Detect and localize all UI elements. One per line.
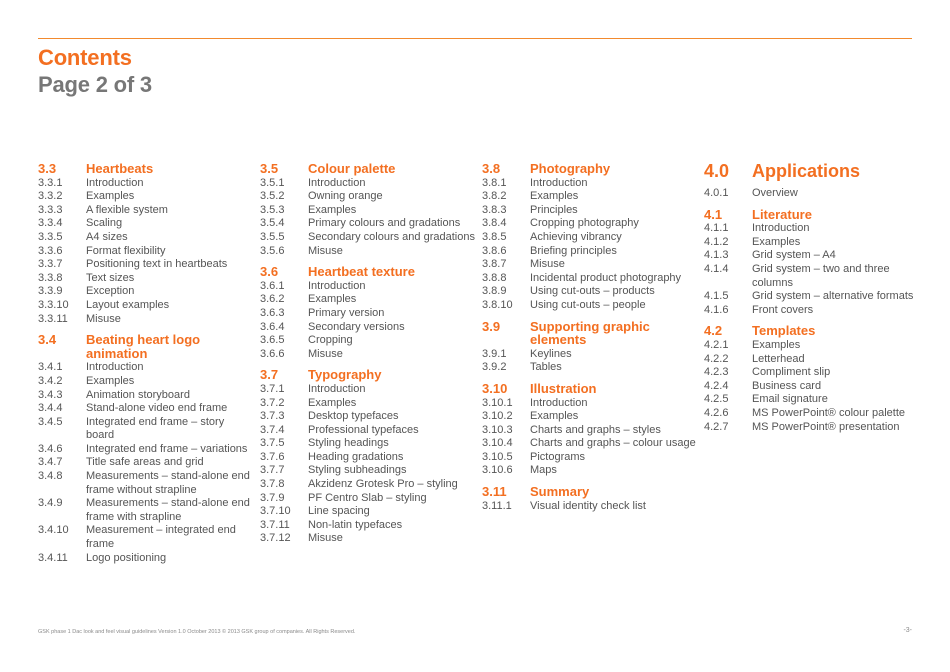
entry-title: Measurement – integrated end frame — [86, 524, 236, 551]
section-title: Typography — [308, 367, 382, 383]
toc-entry[interactable] — [482, 410, 697, 424]
toc-entry[interactable] — [482, 258, 697, 272]
section-title: Literature — [752, 206, 812, 222]
entry-title: Primary version — [308, 306, 385, 319]
section-number: 4.0 — [704, 161, 730, 181]
toc-entry[interactable] — [38, 231, 253, 245]
entry-title: Professional typefaces — [308, 423, 419, 436]
entry-number: 4.1.5 — [704, 290, 729, 303]
entry-title: Examples — [308, 293, 357, 306]
entry-title: Grid system – alternative formats — [752, 290, 914, 303]
toc-entry[interactable] — [704, 249, 919, 263]
entry-number: 3.3.9 — [38, 285, 63, 298]
entry-number: 3.6.5 — [260, 334, 285, 347]
entry-title: Logo positioning — [86, 551, 167, 564]
entry-title: Owning orange — [308, 190, 383, 203]
toc-entry[interactable] — [482, 231, 697, 245]
entry-number: 4.1.3 — [704, 249, 729, 262]
entry-number: 3.10.6 — [482, 464, 513, 477]
entry-title: Measurements – stand-alone end frame without strapline — [86, 470, 250, 496]
entry-number: 3.4.9 — [38, 497, 63, 510]
toc-entry[interactable] — [260, 307, 475, 321]
entry-title: Visual identity check list — [530, 499, 646, 512]
toc-section — [38, 162, 253, 326]
toc-entry[interactable] — [38, 375, 253, 389]
entry-title: Secondary colours and gradations — [308, 230, 475, 243]
section-number: 3.5 — [260, 161, 279, 176]
section-number: 3.8 — [482, 161, 501, 176]
entry-number: 3.10.3 — [482, 423, 513, 436]
entry-number: 3.3.3 — [38, 203, 63, 216]
entry-title: Layout examples — [86, 298, 170, 311]
toc-entry[interactable] — [482, 437, 697, 451]
entry-number: 3.4.5 — [38, 415, 63, 428]
entry-number: 3.8.7 — [482, 258, 507, 271]
entry-number: 3.4.6 — [38, 442, 63, 455]
toc-entry[interactable] — [38, 313, 253, 327]
entry-title: Charts and graphs – styles — [530, 423, 661, 436]
entry-title: Integrated end frame – story board — [86, 415, 225, 442]
entry-number: 3.4.11 — [38, 551, 68, 564]
entry-title: Introduction — [308, 382, 366, 395]
entry-title: Introduction — [530, 176, 588, 189]
entry-title: Scaling — [86, 217, 123, 230]
entry-number: 3.5.4 — [260, 217, 285, 230]
entry-title: Exception — [86, 285, 135, 298]
entry-title: MS PowerPoint® colour palette — [752, 406, 906, 419]
entry-title: Misuse — [530, 258, 565, 271]
toc-column-4 — [704, 162, 919, 441]
entry-title: Letterhead — [752, 352, 805, 365]
entry-title: Pictograms — [530, 450, 586, 463]
toc-entry[interactable] — [38, 299, 253, 313]
entry-number: 4.2.7 — [704, 420, 729, 433]
entry-title: Styling subheadings — [308, 464, 407, 477]
page-number: -3- — [903, 627, 912, 634]
entry-title: Using cut-outs – people — [530, 298, 646, 311]
entry-title: Animation storyboard — [86, 388, 190, 401]
entry-title: Introduction — [308, 176, 366, 189]
toc-entry[interactable] — [704, 222, 919, 236]
toc-entry[interactable] — [482, 217, 697, 231]
entry-title: Principles — [530, 203, 578, 216]
entry-number: 3.8.9 — [482, 285, 507, 298]
toc-entry[interactable] — [38, 190, 253, 204]
page-subtitle: Page 2 of 3 — [38, 72, 152, 97]
toc-entry[interactable] — [704, 353, 919, 367]
toc-entry[interactable] — [38, 177, 253, 191]
entry-title: Examples — [308, 203, 357, 216]
section-heading[interactable] — [482, 320, 697, 347]
footer-text: GSK phase 1 Dac look and feel visual guidelines Version 1.0 October 2013 © 2013 GSK group of companies. All Rights Reserved. — [38, 629, 356, 635]
toc-entry[interactable] — [38, 456, 253, 470]
toc-entry[interactable] — [260, 217, 475, 231]
toc-entry[interactable] — [704, 380, 919, 394]
toc-section — [38, 333, 253, 565]
toc-entry[interactable] — [482, 204, 697, 218]
entry-number: 3.8.3 — [482, 203, 507, 216]
toc-entry[interactable] — [482, 397, 697, 411]
toc-entry[interactable] — [704, 187, 919, 201]
entry-number: 4.2.4 — [704, 379, 729, 392]
entry-number: 3.4.10 — [38, 524, 69, 537]
entry-title: A4 sizes — [86, 230, 128, 243]
entry-number: 3.8.1 — [482, 176, 507, 189]
section-number: 4.2 — [704, 323, 723, 339]
entry-number: 3.8.2 — [482, 190, 507, 203]
toc-entry[interactable] — [260, 293, 475, 307]
entry-title: A flexible system — [86, 203, 168, 216]
entry-number: 3.8.10 — [482, 298, 513, 311]
toc-section — [482, 320, 697, 375]
toc-entry[interactable] — [704, 304, 919, 318]
section-title: Summary — [530, 484, 590, 500]
toc-entry[interactable] — [38, 361, 253, 375]
entry-number: 3.7.12 — [260, 532, 291, 545]
toc-section — [482, 162, 697, 313]
entry-number: 3.7.10 — [260, 505, 291, 518]
toc-entry[interactable] — [260, 177, 475, 191]
toc-entry[interactable] — [704, 407, 919, 421]
entry-number: 3.5.5 — [260, 230, 285, 243]
toc-entry[interactable] — [482, 272, 697, 286]
entry-number: 4.1.1 — [704, 222, 729, 235]
entry-title: Styling headings — [308, 437, 389, 450]
toc-entry[interactable] — [38, 285, 253, 299]
entry-title: Front covers — [752, 303, 814, 316]
entry-number: 3.3.2 — [38, 190, 63, 203]
section-number: 3.6 — [260, 264, 279, 280]
toc-entry[interactable] — [704, 393, 919, 407]
entry-number: 4.2.2 — [704, 352, 729, 365]
section-title: Heartbeat texture — [308, 264, 415, 280]
entry-number: 3.10.4 — [482, 437, 513, 450]
entry-number: 3.4.1 — [38, 361, 63, 374]
entry-title: Introduction — [530, 396, 588, 409]
toc-entry[interactable] — [38, 470, 253, 497]
toc-entry[interactable] — [260, 231, 475, 245]
section-heading[interactable] — [260, 265, 475, 279]
entry-number: 3.10.5 — [482, 450, 513, 463]
toc-entry[interactable] — [260, 478, 475, 492]
section-heading[interactable] — [482, 485, 697, 499]
section-title: Illustration — [530, 380, 597, 396]
toc-section — [260, 162, 475, 258]
toc-entry[interactable] — [38, 416, 253, 443]
toc-entry[interactable] — [38, 272, 253, 286]
toc-section — [704, 324, 919, 434]
section-heading[interactable] — [260, 162, 475, 176]
entry-number: 3.3.11 — [38, 312, 68, 325]
toc-entry[interactable] — [260, 451, 475, 465]
entry-number: 3.8.8 — [482, 271, 507, 284]
entry-title: Examples — [308, 396, 357, 409]
entry-title: Grid system – two and three columns — [752, 262, 890, 289]
entry-number: 3.4.7 — [38, 456, 63, 469]
entry-number: 3.7.6 — [260, 450, 285, 463]
section-title: Colour palette — [308, 161, 396, 176]
toc-entry[interactable] — [38, 402, 253, 416]
entry-title: Grid system – A4 — [752, 249, 836, 262]
section-heading[interactable] — [482, 162, 697, 176]
toc-entry[interactable] — [704, 290, 919, 304]
toc-section — [482, 382, 697, 478]
entry-number: 3.7.7 — [260, 464, 285, 477]
entry-number: 3.3.1 — [38, 176, 63, 189]
entry-title: Measurements – stand-alone end frame with strapline — [86, 497, 250, 523]
toc-entry[interactable] — [482, 451, 697, 465]
section-heading[interactable] — [704, 162, 919, 180]
toc-entry[interactable] — [482, 500, 697, 514]
entry-title: Misuse — [308, 532, 343, 545]
entry-title: Achieving vibrancy — [530, 230, 622, 243]
entry-title: Text sizes — [86, 271, 135, 284]
toc-entry[interactable] — [482, 285, 697, 299]
section-title: Photography — [530, 161, 611, 176]
toc-entry[interactable] — [260, 505, 475, 519]
toc-entry[interactable] — [482, 464, 697, 478]
entry-number: 3.10.1 — [482, 396, 513, 409]
entry-title: Incidental product photography — [530, 271, 682, 284]
entry-title: Stand-alone video end frame — [86, 402, 228, 415]
entry-title: Charts and graphs – colour usage — [530, 437, 696, 450]
section-heading[interactable] — [704, 208, 919, 222]
entry-title: Examples — [86, 190, 135, 203]
page-title: Contents — [38, 45, 132, 70]
entry-title: Compliment slip — [752, 366, 831, 379]
entry-title: PF Centro Slab – styling — [308, 491, 427, 504]
entry-title: Cropping — [308, 334, 353, 347]
toc-entry[interactable] — [260, 190, 475, 204]
toc-entry[interactable] — [260, 383, 475, 397]
entry-number: 3.3.5 — [38, 230, 63, 243]
toc-entry[interactable] — [260, 424, 475, 438]
toc-column-1 — [38, 162, 253, 572]
entry-title: Heading gradations — [308, 450, 404, 463]
entry-number: 3.6.4 — [260, 320, 285, 333]
entry-number: 3.4.4 — [38, 402, 63, 415]
toc-entry[interactable] — [704, 366, 919, 380]
entry-title: Akzidenz Grotesk Pro – styling — [308, 478, 458, 491]
toc-entry[interactable] — [260, 348, 475, 362]
entry-title: Integrated end frame – variations — [86, 442, 248, 455]
toc-entry[interactable] — [38, 552, 253, 566]
entry-title: Briefing principles — [530, 244, 617, 257]
entry-number: 4.1.4 — [704, 262, 729, 275]
entry-number: 3.5.2 — [260, 190, 285, 203]
toc-entry[interactable] — [38, 217, 253, 231]
entry-title: Using cut-outs – products — [530, 285, 655, 298]
section-number: 3.10 — [482, 380, 508, 396]
toc-entry[interactable] — [260, 245, 475, 259]
entry-number: 3.4.2 — [38, 374, 63, 387]
entry-number: 3.7.2 — [260, 396, 285, 409]
entry-number: 3.3.4 — [38, 217, 63, 230]
entry-title: Business card — [752, 379, 822, 392]
toc-entry[interactable] — [260, 204, 475, 218]
entry-number: 3.6.1 — [260, 279, 285, 292]
toc-entry[interactable] — [482, 245, 697, 259]
toc-entry[interactable] — [38, 524, 253, 551]
toc-entry[interactable] — [260, 464, 475, 478]
section-number: 4.1 — [704, 206, 723, 222]
entry-title: Introduction — [86, 176, 144, 189]
entry-title: Cropping photography — [530, 217, 639, 230]
entry-title: Examples — [752, 338, 801, 351]
entry-title: Tables — [530, 361, 562, 374]
entry-number: 3.3.8 — [38, 271, 63, 284]
entry-number: 3.8.6 — [482, 244, 507, 257]
entry-title: Email signature — [752, 393, 828, 406]
entry-title: Introduction — [752, 222, 810, 235]
toc-entry[interactable] — [38, 443, 253, 457]
entry-title: MS PowerPoint® presentation — [752, 420, 900, 433]
entry-number: 3.8.5 — [482, 230, 507, 243]
toc-entry[interactable] — [260, 397, 475, 411]
section-number: 3.4 — [38, 332, 57, 348]
entry-number: 3.10.2 — [482, 410, 513, 423]
toc-entry[interactable] — [260, 410, 475, 424]
toc-entry[interactable] — [38, 497, 253, 524]
entry-number: 4.1.6 — [704, 303, 729, 316]
entry-number: 3.7.5 — [260, 437, 285, 450]
entry-title: Examples — [530, 190, 579, 203]
toc-entry[interactable] — [482, 190, 697, 204]
entry-number: 4.2.1 — [704, 338, 729, 351]
toc-entry[interactable] — [704, 421, 919, 435]
section-number: 3.7 — [260, 367, 279, 383]
entry-number: 3.5.6 — [260, 244, 285, 257]
toc-section — [260, 368, 475, 546]
entry-number: 3.4.3 — [38, 388, 63, 401]
entry-number: 3.11.1 — [482, 499, 512, 512]
entry-title: Secondary versions — [308, 320, 405, 333]
section-number: 3.9 — [482, 318, 501, 334]
entry-number: 3.9.1 — [482, 347, 507, 360]
entry-title: Examples — [752, 235, 801, 248]
section-title: Heartbeats — [86, 161, 154, 176]
entry-title: Misuse — [86, 312, 121, 325]
entry-title: Non-latin typefaces — [308, 518, 403, 531]
toc-entry[interactable] — [482, 424, 697, 438]
entry-title: Primary colours and gradations — [308, 217, 461, 230]
entry-title: Overview — [752, 187, 798, 199]
toc-entry[interactable] — [260, 492, 475, 506]
toc-entry[interactable] — [260, 334, 475, 348]
entry-title: Misuse — [308, 244, 343, 257]
entry-number: 3.6.6 — [260, 347, 285, 360]
section-title: Applications — [752, 161, 861, 181]
entry-number: 3.7.4 — [260, 423, 285, 436]
toc-column-2 — [260, 162, 475, 553]
toc-entry[interactable] — [704, 236, 919, 250]
entry-title: Examples — [86, 374, 135, 387]
toc-entry[interactable] — [38, 389, 253, 403]
entry-number: 3.6.2 — [260, 293, 285, 306]
entry-title: Format flexibility — [86, 244, 166, 257]
toc-entry[interactable] — [704, 263, 919, 290]
section-heading[interactable] — [260, 368, 475, 382]
section-title: Supporting graphic elements — [530, 318, 650, 348]
entry-title: Introduction — [86, 361, 144, 374]
toc-entry[interactable] — [260, 519, 475, 533]
toc-section — [704, 162, 919, 201]
entry-number: 3.7.9 — [260, 491, 285, 504]
toc-entry[interactable] — [260, 532, 475, 546]
entry-number: 3.3.7 — [38, 258, 63, 271]
section-heading[interactable] — [38, 333, 253, 360]
entry-number: 3.7.8 — [260, 478, 285, 491]
entry-title: Desktop typefaces — [308, 410, 399, 423]
entry-number: 4.2.3 — [704, 366, 729, 379]
section-heading[interactable] — [704, 324, 919, 338]
toc-section — [482, 485, 697, 513]
entry-number: 3.4.8 — [38, 470, 63, 483]
entry-title: Maps — [530, 464, 557, 477]
toc-entry[interactable] — [260, 280, 475, 294]
entry-title: Introduction — [308, 279, 366, 292]
entry-number: 4.2.6 — [704, 406, 729, 419]
toc-entry[interactable] — [482, 177, 697, 191]
toc-entry[interactable] — [260, 437, 475, 451]
toc-entry[interactable] — [704, 339, 919, 353]
toc-entry[interactable] — [260, 321, 475, 335]
section-title: Templates — [752, 323, 816, 339]
toc-entry[interactable] — [38, 204, 253, 218]
entry-title: Title safe areas and grid — [86, 456, 204, 469]
entry-number: 3.3.10 — [38, 298, 69, 311]
section-number: 3.11 — [482, 484, 507, 500]
section-number: 3.3 — [38, 161, 57, 176]
section-heading[interactable] — [482, 382, 697, 396]
toc-entry[interactable] — [38, 258, 253, 272]
entry-number: 3.6.3 — [260, 306, 285, 319]
entry-number: 3.5.3 — [260, 203, 285, 216]
entry-number: 3.7.3 — [260, 410, 285, 423]
entry-title: Line spacing — [308, 505, 370, 518]
entry-title: Positioning text in heartbeats — [86, 258, 228, 271]
toc-section — [260, 265, 475, 361]
entry-number: 4.1.2 — [704, 235, 729, 248]
section-title: Beating heart logo animation — [86, 332, 201, 361]
entry-number: 4.0.1 — [704, 187, 729, 199]
entry-number: 4.2.5 — [704, 393, 729, 406]
toc-entry[interactable] — [482, 348, 697, 362]
toc-column-3 — [482, 162, 697, 520]
entry-title: Misuse — [308, 347, 343, 360]
toc-entry[interactable] — [38, 245, 253, 259]
section-heading[interactable] — [38, 162, 253, 176]
entry-number: 3.7.1 — [260, 382, 285, 395]
entry-number: 3.7.11 — [260, 518, 290, 531]
entry-title: Keylines — [530, 347, 572, 360]
entry-title: Examples — [530, 410, 579, 423]
toc-entry[interactable] — [482, 299, 697, 313]
entry-number: 3.8.4 — [482, 217, 507, 230]
top-rule — [38, 38, 912, 39]
entry-number: 3.9.2 — [482, 361, 507, 374]
toc-entry[interactable] — [482, 361, 697, 375]
entry-number: 3.5.1 — [260, 176, 285, 189]
entry-number: 3.3.6 — [38, 244, 63, 257]
toc-section — [704, 208, 919, 318]
